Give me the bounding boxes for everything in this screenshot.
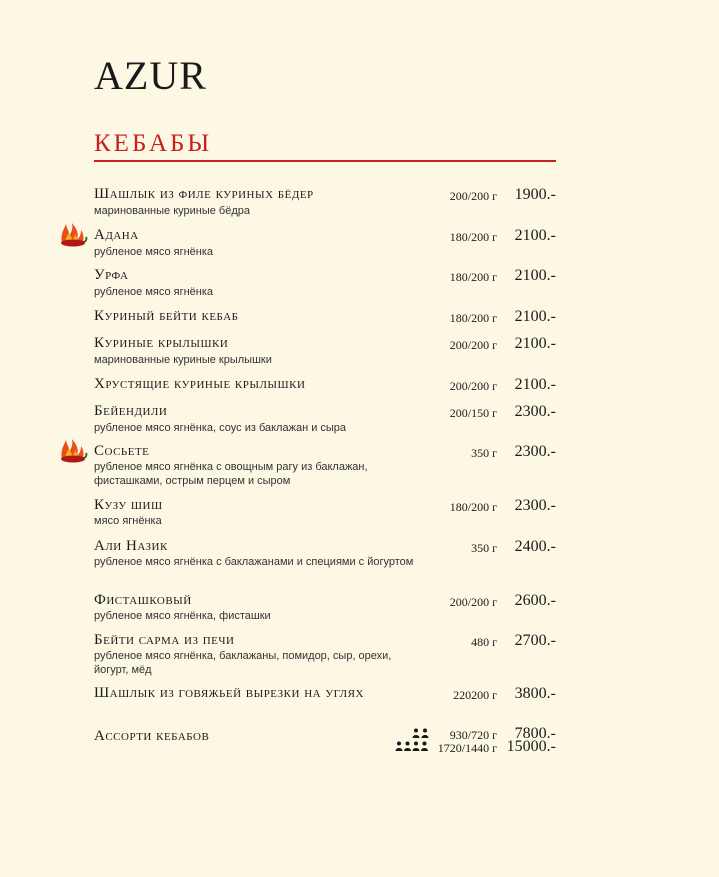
item-name: Ассорти кебабов [94, 728, 210, 744]
item-price: 2300.- [514, 443, 556, 460]
item-description: рубленое мясо ягнёнка [94, 246, 214, 258]
item-name: Фисташковый [94, 592, 192, 608]
item-price: 2300.- [514, 497, 556, 514]
item-name: Хрустящие куриные крылышки [94, 376, 306, 392]
item-weight: 350 г [471, 541, 497, 555]
item-name: Шашлык из филе куриных бёдер [94, 186, 314, 202]
item-description: маринованные куриные крылышки [94, 354, 272, 366]
item-weight: 200/200 г [449, 338, 497, 352]
item-weight: 480 г [471, 635, 497, 649]
item-name: Али Назик [94, 538, 168, 554]
item-weight: 180/200 г [449, 500, 497, 514]
item-name: Бейендили [94, 403, 168, 419]
section-divider [94, 160, 556, 162]
item-description: рубленое мясо ягнёнка с овощным рагу из баклажан, фисташками, острым перцем и сыром [94, 461, 368, 487]
item-weight: 350 г [471, 446, 497, 460]
item-description: рубленое мясо ягнёнка, соус из баклажан и сыра [94, 422, 347, 434]
item-name: Куриный бейти кебаб [94, 308, 239, 324]
item-name: Бейти сарма из печи [94, 632, 235, 648]
item-weight: 930/720 г [449, 728, 497, 742]
item-price: 2100.- [514, 227, 556, 244]
item-name: Урфа [94, 267, 129, 283]
item-name: Куриные крылышки [94, 335, 229, 351]
item-price: 1900.- [514, 186, 556, 203]
item-price-large: 15000.- [506, 738, 556, 755]
item-description: мясо ягнёнка [94, 515, 162, 527]
item-price: 2100.- [514, 267, 556, 284]
item-description: рубленое мясо ягнёнка, фисташки [94, 610, 271, 622]
item-name: Адана [94, 227, 139, 243]
item-price: 2700.- [514, 632, 556, 649]
item-weight: 180/200 г [449, 270, 497, 284]
item-price: 2100.- [514, 308, 556, 325]
item-name: Кузу шиш [94, 497, 163, 513]
item-price: 2300.- [514, 403, 556, 420]
item-name: Сосьете [94, 443, 150, 459]
item-name: Шашлык из говяжьей вырезки на углях [94, 685, 364, 701]
section-title: КЕБАБЫ [94, 130, 213, 157]
two-persons-icon [412, 728, 430, 738]
item-price: 2100.- [514, 335, 556, 352]
item-weight: 200/150 г [449, 406, 497, 420]
item-price: 3800.- [514, 685, 556, 702]
item-price: 2400.- [514, 538, 556, 555]
item-description: маринованные куриные бёдра [94, 205, 251, 217]
item-price: 2100.- [514, 376, 556, 393]
item-description: рубленое мясо ягнёнка [94, 286, 214, 298]
item-weight-large: 1720/1440 г [437, 741, 497, 755]
item-description: рубленое мясо ягнёнка с баклажанами и специями с йогуртом [94, 556, 414, 568]
item-weight: 180/200 г [449, 230, 497, 244]
item-weight: 200/200 г [449, 379, 497, 393]
item-description: рубленое мясо ягнёнка, баклажаны, помидор, сыр, орехи, йогурт, мёд [94, 650, 392, 676]
restaurant-name: AZUR [94, 53, 207, 98]
item-weight: 220200 г [453, 688, 497, 702]
item-weight: 180/200 г [449, 311, 497, 325]
item-price: 2600.- [514, 592, 556, 609]
four-persons-icon [395, 741, 429, 751]
item-weight: 200/200 г [449, 189, 497, 203]
item-weight: 200/200 г [449, 595, 497, 609]
spicy-pepper-icon [56, 437, 88, 465]
item-price: 7800.- [514, 725, 556, 742]
spicy-pepper-icon [56, 221, 88, 249]
